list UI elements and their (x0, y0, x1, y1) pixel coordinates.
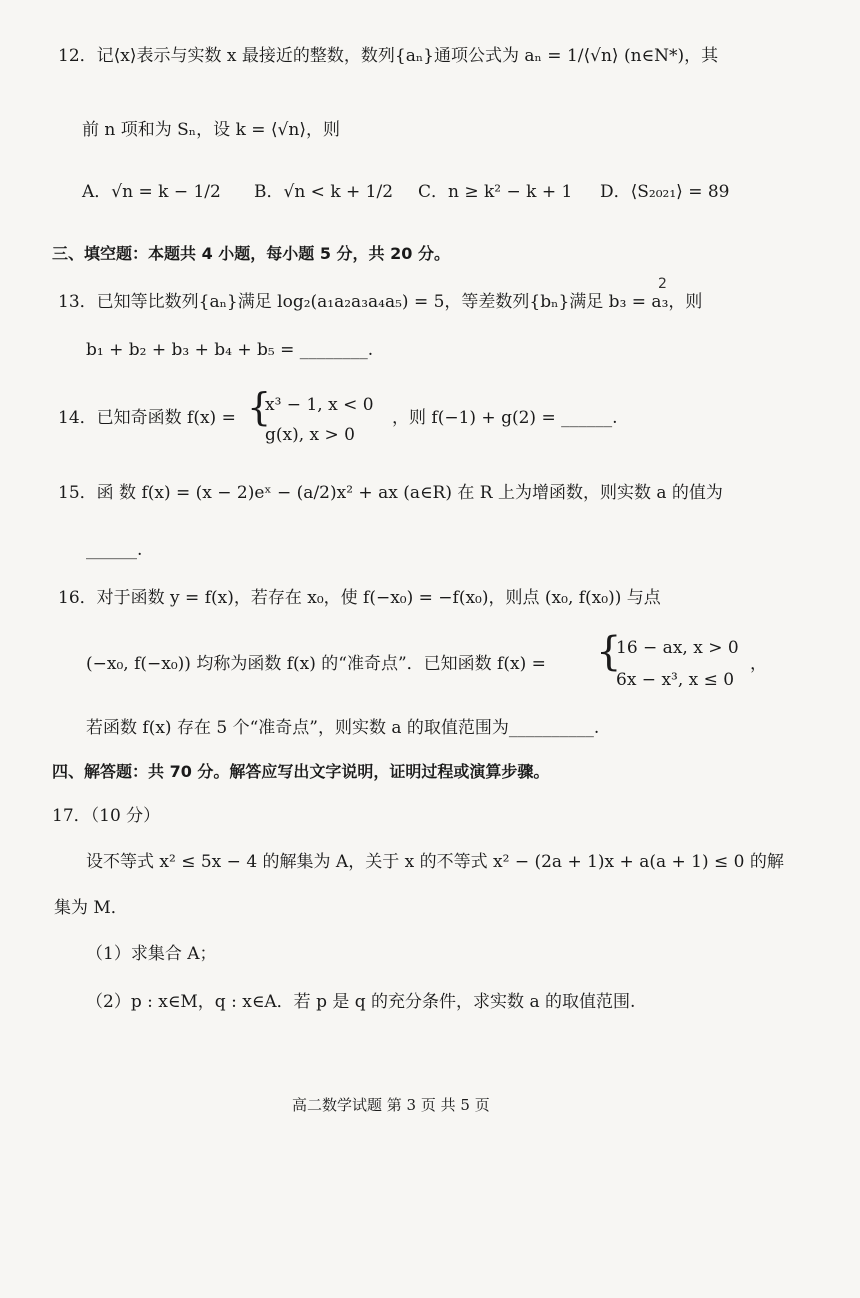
q16-brace: { (596, 629, 622, 675)
q12-option-b: B．√n < k + 1/2 (254, 182, 394, 202)
q14-brace: { (247, 385, 272, 429)
q12-option-d: D．⟨S₂₀₂₁⟩ = 89 (600, 182, 730, 202)
q12-option-a: A．√n = k − 1/2 (82, 182, 221, 202)
q17-line2: 集为 M． (54, 898, 128, 918)
q16-line2-suffix: ， (750, 654, 767, 674)
q16-line1: 16．对于函数 y = f(x)，若存在 x₀，使 f(−x₀) = −f(x₀)，则点 (x₀, f(x₀)) 与点 (58, 588, 661, 608)
q12-line1: 12．记⟨x⟩表示与实数 x 最接近的整数，数列{aₙ}通项公式为 aₙ = 1/⟨√n⟩ (n∈N*)，其 (58, 46, 719, 66)
section4-heading: 四、解答题：共 70 分。解答应写出文字说明，证明过程或演算步骤。 (52, 762, 550, 781)
q17-part1: （1）求集合 A； (86, 944, 217, 964)
q16-case2: 6x − x³, x ≤ 0 (616, 670, 735, 690)
page-footer: 高二数学试题 第 3 页 共 5 页 (292, 1096, 490, 1114)
q12-line2: 前 n 项和为 Sₙ，设 k = ⟨√n⟩，则 (82, 120, 340, 140)
q16-line3: 若函数 f(x) 存在 5 个“准奇点”，则实数 a 的取值范围为__________. (86, 718, 600, 738)
q16-case1: 16 − ax, x > 0 (616, 638, 739, 658)
q17-part2: （2）p : x∈M，q : x∈A．若 p 是 q 的充分条件，求实数 a 的取值范围. (86, 992, 636, 1012)
pencil-annotation: 2 (658, 276, 667, 292)
q12-option-c: C．n ≥ k² − k + 1 (418, 182, 573, 202)
q16-line2-prefix: (−x₀, f(−x₀)) 均称为函数 f(x) 的“准奇点”．已知函数 f(x) = (86, 654, 546, 674)
q14-prefix: 14．已知奇函数 f(x) = (58, 408, 236, 428)
q17-line1: 设不等式 x² ≤ 5x − 4 的解集为 A，关于 x 的不等式 x² − (2a + 1)x + a(a + 1) ≤ 0 的解 (86, 852, 784, 872)
q15-line1: 15．函 数 f(x) = (x − 2)eˣ − (a/2)x² + ax (a∈R) 在 R 上为增函数，则实数 a 的值为 (58, 483, 723, 503)
q14-case1: x³ − 1, x < 0 (265, 395, 374, 415)
q15-line2: ______. (86, 540, 143, 560)
q13-line1: 13．已知等比数列{aₙ}满足 log₂(a₁a₂a₃a₄a₅) = 5，等差数列{bₙ}满足 b₃ = a₃，则 (58, 292, 703, 312)
section3-heading: 三、填空题：本题共 4 小题，每小题 5 分，共 20 分。 (52, 244, 450, 263)
q14-case2: g(x), x > 0 (265, 425, 355, 445)
q13-line2: b₁ + b₂ + b₃ + b₄ + b₅ = ________. (86, 340, 374, 360)
q17-label: 17．（10 分） (52, 806, 161, 826)
q14-suffix: ，则 f(−1) + g(2) = ______. (392, 408, 618, 428)
